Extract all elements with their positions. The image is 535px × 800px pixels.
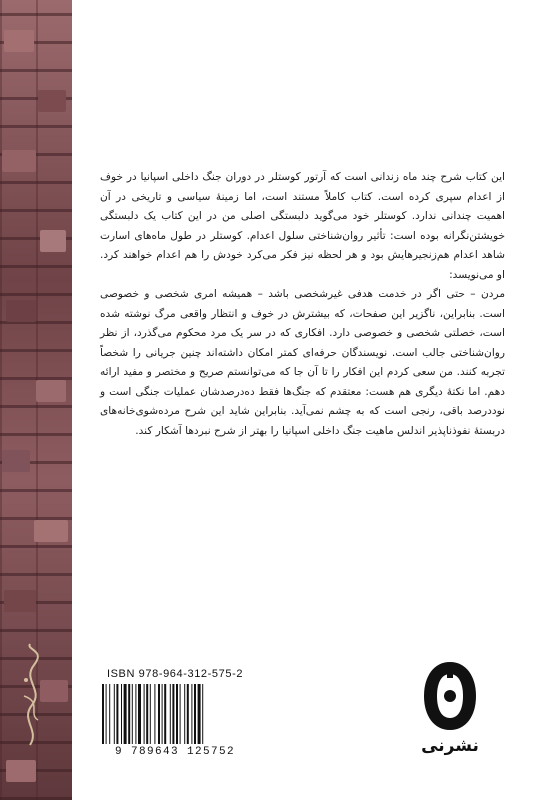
- blurb-paragraph-1: این کتاب شرح چند ماه زندانی است که آرتور کوستلر در دوران جنگ داخلی اسپانیا در خوف از اعدام سپری کرده است. کتاب کاملاً مستند است، اما زمینهٔ سیاسی و تاریخی در آن اهمیت چندانی ندارد. کوستلر خود می‌گوید دلبستگی اصلی من در این کتاب یک دلبستگی خویشتن‌نگرانه بوده است: تأثیر روان‌شناختی سلول اعدام. کوستلر در طول ماه‌های اسارت شاهد اعدام هم‌زنجیرهایش بود و هر لحظه نیز فکر می‌کرد خودش را هم اعدام خواهند کرد. او می‌نویسد:: [100, 171, 505, 281]
- nashr-ney-logo-icon: [422, 660, 478, 732]
- barcode-bar: [198, 684, 201, 744]
- handwritten-signature-icon: [10, 640, 50, 750]
- brick: [38, 90, 66, 112]
- barcode-bar: [144, 684, 145, 744]
- barcode-bar: [187, 684, 189, 744]
- barcode-bar: [164, 684, 166, 744]
- barcode-bar: [109, 684, 110, 744]
- brick: [2, 450, 30, 472]
- barcode-bar: [102, 684, 104, 744]
- barcode-bar: [121, 684, 122, 744]
- publisher-name: نشرنی: [421, 736, 479, 756]
- barcode-bar: [116, 684, 118, 744]
- barcode-bar: [172, 684, 174, 744]
- brick: [4, 590, 36, 612]
- barcode-bar: [194, 684, 196, 744]
- barcode-digits: 9 789643 125752: [114, 746, 236, 758]
- barcode-bar: [176, 684, 178, 744]
- barcode-bar: [202, 684, 203, 744]
- blurb-text: [100, 168, 505, 441]
- barcode-bar: [154, 684, 155, 744]
- brick: [34, 520, 68, 542]
- isbn-label: ISBN 978-964-312-575-2: [106, 668, 244, 680]
- barcode-bar: [146, 684, 148, 744]
- barcode-bar: [135, 684, 136, 744]
- barcode-bar: [184, 684, 185, 744]
- brick: [4, 30, 34, 52]
- brick: [36, 380, 66, 402]
- barcode-icon: [100, 684, 250, 744]
- blurb-paragraph-2: مردن – حتی اگر در خدمت هدفی غیرشخصی باشد – همیشه امری شخصی و خصوصی است. بنابراین، ناگزیر این صفحات، که بیشترش در خوف و انتظار واقعی مرگ نوشته شده است، خصلتی شخصی و خصوصی دارد. افکاری که در سر یک مرد محکوم می‌گذرد، از نظر روان‌شناختی جالب است. نویسندگان حرفه‌ای کمتر امکان داشته‌اند چنین جریانی را شخصاً تجربه کنند. من سعی کردم این افکار را تا آن جا که می‌توانستم صریح و مختصر و مفید ارائه دهم. اما نکتهٔ دیگری هم هست: معتقدم که جنگ‌ها فقط ده‌درصدشان عملیات جنگی است و نوددرصد باقی، رنجی است که به چشم نمی‌آید. بنابراین شاید این شرح مرده‌شوی‌خانه‌های دربستهٔ نفوذناپذیر اندلس ماهیت جنگ داخلی اسپانیا را بهتر از شرح نبردها آشکار کند.: [100, 288, 505, 437]
- barcode-bar: [132, 684, 133, 744]
- brick-spine: [0, 0, 72, 800]
- barcode-bar: [138, 684, 141, 744]
- barcode-bar: [106, 684, 107, 744]
- barcode-bar: [158, 684, 160, 744]
- isbn-barcode: [100, 668, 250, 764]
- barcode-bar: [191, 684, 192, 744]
- publisher-block: [410, 660, 490, 770]
- brick: [40, 230, 66, 252]
- barcode-bar: [162, 684, 163, 744]
- barcode-bar: [124, 684, 127, 744]
- barcode-bar: [150, 684, 151, 744]
- barcode-bar: [180, 684, 181, 744]
- barcode-bar: [114, 684, 115, 744]
- brick: [6, 760, 36, 782]
- brick: [6, 300, 36, 322]
- barcode-bar: [128, 684, 130, 744]
- barcode-bar: [170, 684, 171, 744]
- brick: [2, 150, 36, 172]
